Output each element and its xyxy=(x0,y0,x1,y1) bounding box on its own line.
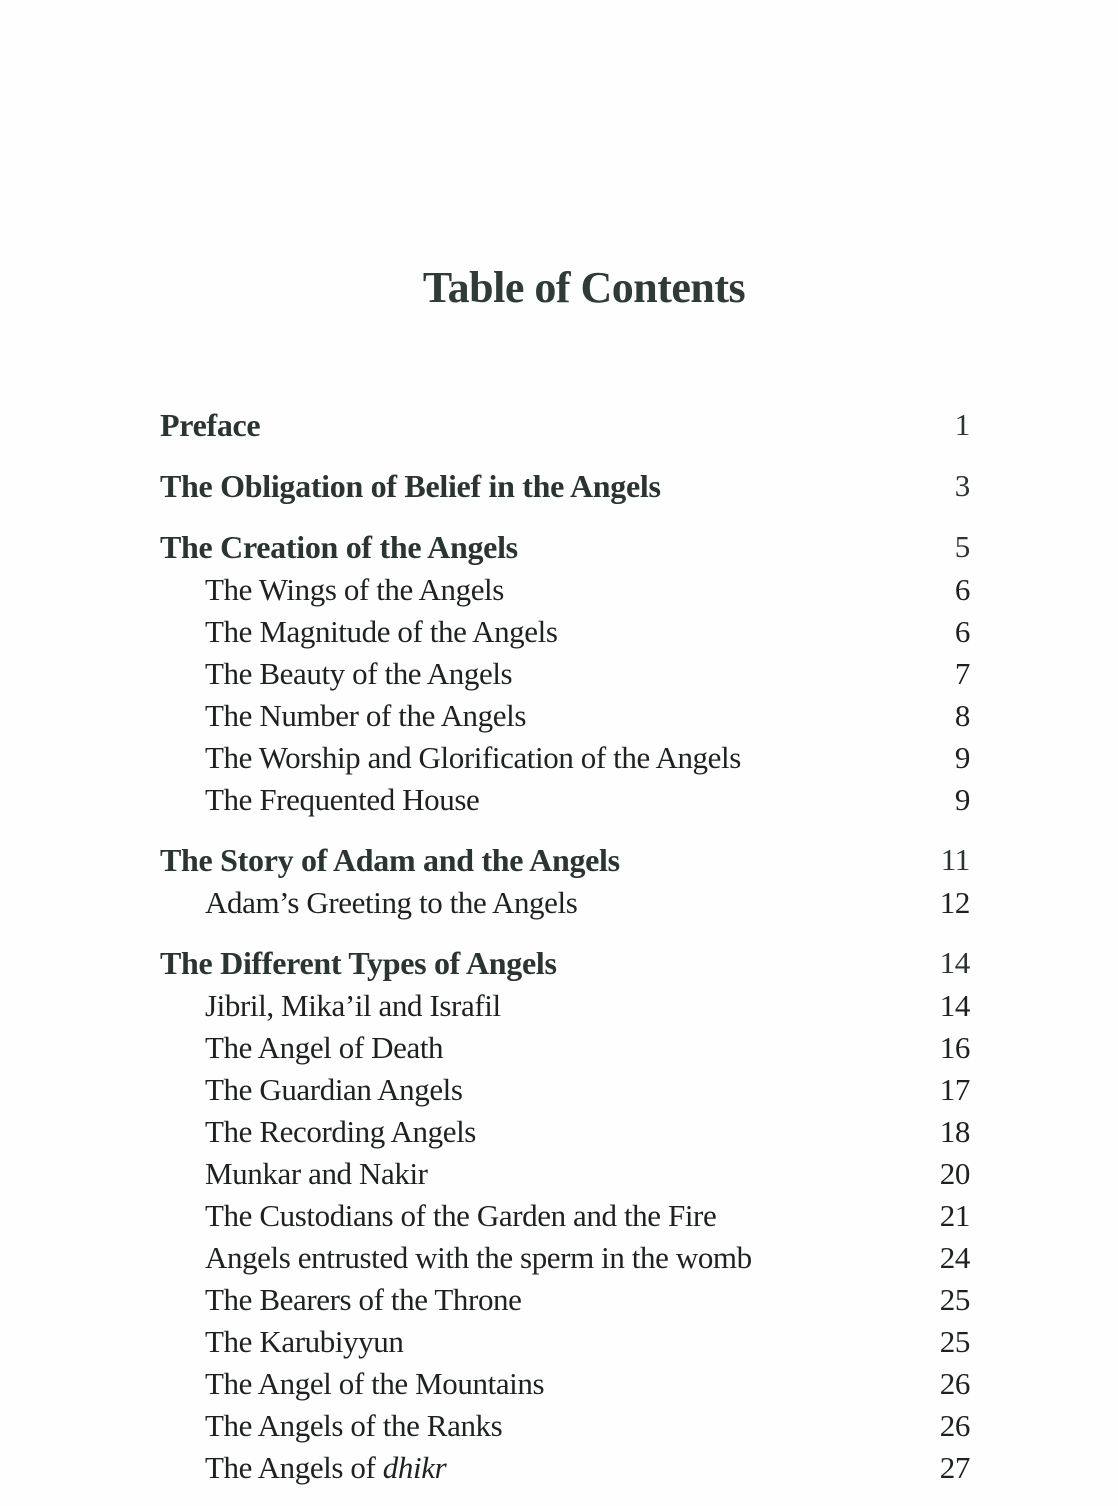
page-number: 27 xyxy=(939,1450,970,1485)
entry-title xyxy=(160,407,260,444)
entry-title-text: The Different Types of Angels xyxy=(160,944,557,981)
page-number: 12 xyxy=(939,885,970,920)
entry-title-text: The Custodians of the Garden and the Fire xyxy=(205,1198,717,1233)
page-number: 5 xyxy=(954,529,970,564)
entry-title-text: Angels entrusted with the sperm in the womb xyxy=(205,1240,752,1275)
page-number: 24 xyxy=(939,1240,970,1275)
toc-entry[interactable] xyxy=(160,1195,970,1237)
entry-title xyxy=(205,572,504,608)
toc-entry[interactable] xyxy=(160,1069,970,1111)
page-number: 17 xyxy=(939,1072,970,1107)
toc-entry[interactable] xyxy=(160,695,970,737)
entry-title xyxy=(205,1198,716,1234)
toc-section xyxy=(160,838,970,924)
page-number: 9 xyxy=(954,782,970,817)
page-number: 11 xyxy=(940,842,970,877)
toc-entry[interactable] xyxy=(160,1363,970,1405)
table-of-contents xyxy=(160,403,970,1506)
entry-title xyxy=(205,1072,463,1108)
page-number: 20 xyxy=(939,1156,970,1191)
entry-title xyxy=(205,782,479,818)
entry-title xyxy=(205,614,558,650)
page-number: 18 xyxy=(939,1114,970,1149)
entry-title-text: The Number of the Angels xyxy=(205,698,526,733)
entry-title xyxy=(160,468,661,505)
entry-title-text: The Story of Adam and the Angels xyxy=(160,841,620,878)
page-number: 6 xyxy=(954,572,970,607)
entry-title-italic: dhikr xyxy=(382,1450,447,1485)
toc-entry[interactable] xyxy=(160,1321,970,1363)
entry-title xyxy=(160,842,620,879)
entry-title xyxy=(205,1114,476,1150)
entry-title-text: Preface xyxy=(160,406,261,443)
entry-title xyxy=(205,885,577,921)
entry-title-text: Munkar and Nakir xyxy=(205,1156,428,1191)
toc-entry[interactable] xyxy=(160,653,970,695)
toc-entry[interactable] xyxy=(160,779,970,821)
page-number: 8 xyxy=(954,698,970,733)
toc-entry[interactable] xyxy=(160,882,970,924)
entry-title xyxy=(160,529,518,566)
entry-title-text: The Worship and Glorification of the Angels xyxy=(205,740,741,775)
entry-title-text: The Angel of Death xyxy=(205,1030,444,1065)
toc-entry[interactable] xyxy=(160,1237,970,1279)
toc-heading[interactable] xyxy=(160,941,970,985)
page-number: 1 xyxy=(954,407,970,442)
toc-entry[interactable] xyxy=(160,1153,970,1195)
entry-title-text: The Bearers of the Throne xyxy=(205,1282,522,1317)
entry-title-text: The Magnitude of the Angels xyxy=(205,614,558,649)
toc-entry[interactable] xyxy=(160,1447,970,1489)
entry-title-text: The Recording Angels xyxy=(205,1114,476,1149)
entry-title-text: The Karubiyyun xyxy=(205,1324,404,1359)
page-number: 16 xyxy=(939,1030,970,1065)
page-number: 14 xyxy=(939,988,970,1023)
page-title: Table of Contents xyxy=(422,263,746,312)
entry-title-text: The Frequented House xyxy=(205,782,480,817)
toc-entry[interactable] xyxy=(160,1027,970,1069)
toc-section xyxy=(160,941,970,1489)
page-number: 26 xyxy=(939,1408,970,1443)
entry-title xyxy=(205,656,512,692)
entry-title-text: The Creation of the Angels xyxy=(160,528,518,565)
toc-section xyxy=(160,403,970,447)
toc-entry[interactable] xyxy=(160,737,970,779)
entry-title xyxy=(205,1450,446,1486)
entry-title xyxy=(160,945,557,982)
entry-title xyxy=(205,988,501,1024)
page-number: 25 xyxy=(939,1324,970,1359)
page-number: 3 xyxy=(954,468,970,503)
page-number: 21 xyxy=(939,1198,970,1233)
entry-title xyxy=(205,1030,443,1066)
entry-title xyxy=(205,1408,502,1444)
toc-entry[interactable] xyxy=(160,611,970,653)
entry-title xyxy=(205,1156,428,1192)
page-number: 7 xyxy=(954,656,970,691)
entry-title-text: The Angels of xyxy=(205,1450,383,1485)
entry-title-text: The Obligation of Belief in the Angels xyxy=(160,467,661,504)
toc-section xyxy=(160,525,970,821)
entry-title-text: The Angels of the Ranks xyxy=(205,1408,503,1443)
toc-entry[interactable] xyxy=(160,1405,970,1447)
page-number: 14 xyxy=(939,945,970,980)
entry-title xyxy=(205,740,741,776)
toc-entry[interactable] xyxy=(160,985,970,1027)
entry-title xyxy=(205,698,526,734)
entry-title-text: Jibril, Mika’il and Israfil xyxy=(205,988,501,1023)
page-number: 26 xyxy=(939,1366,970,1401)
toc-entry[interactable] xyxy=(160,1279,970,1321)
entry-title-text: The Angel of the Mountains xyxy=(205,1366,545,1401)
entry-title xyxy=(205,1240,752,1276)
entry-title-text: Adam’s Greeting to the Angels xyxy=(205,885,578,920)
entry-title-text: The Guardian Angels xyxy=(205,1072,463,1107)
toc-entry[interactable] xyxy=(160,569,970,611)
entry-title-text: The Beauty of the Angels xyxy=(205,656,513,691)
page-number: 6 xyxy=(954,614,970,649)
entry-title xyxy=(205,1282,522,1318)
toc-entry[interactable] xyxy=(160,1111,970,1153)
entry-title xyxy=(205,1324,403,1360)
toc-heading[interactable] xyxy=(160,525,970,569)
toc-heading[interactable] xyxy=(160,838,970,882)
toc-heading[interactable] xyxy=(160,464,970,508)
entry-title-text: The Wings of the Angels xyxy=(205,572,504,607)
page-number: 25 xyxy=(939,1282,970,1317)
page-number: 9 xyxy=(954,740,970,775)
entry-title xyxy=(205,1366,544,1402)
toc-section xyxy=(160,464,970,508)
toc-heading[interactable] xyxy=(160,403,970,447)
